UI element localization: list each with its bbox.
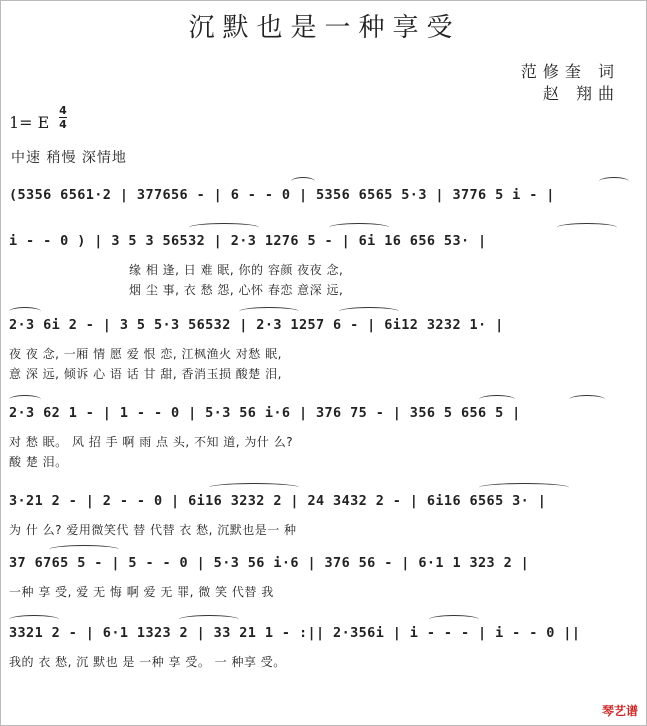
composer-credit: 赵 翔曲: [542, 84, 620, 103]
slur-mark: [479, 395, 515, 404]
slur-mark: [429, 615, 479, 624]
score-row-7: [9, 625, 633, 721]
lyric-line-1: 缘 相 逢, 日 难 眠, 你的 容颜 夜夜 念,: [129, 263, 344, 277]
key-signature: 1= E: [9, 113, 50, 132]
tie-mark: [291, 177, 315, 186]
score-row-2: [9, 233, 633, 329]
song-title: 沉默也是一种享受: [188, 13, 461, 43]
tempo-marking: 中速 稍慢 深情地: [11, 150, 127, 166]
slur-mark: [557, 223, 617, 232]
tie-mark: [599, 177, 629, 186]
slur-mark: [239, 307, 299, 316]
slur-mark: [569, 395, 605, 404]
slur-mark: [189, 223, 259, 232]
score-row-3: [9, 317, 633, 413]
slur-mark: [9, 615, 59, 624]
slur-mark: [9, 395, 41, 404]
time-signature-bottom: 4: [59, 118, 67, 131]
lyric-line-2: 烟 尘 事, 衣 愁 怨, 心怀 春恋 意深 远,: [129, 283, 344, 297]
brand-logo: 琴艺谱: [601, 704, 638, 718]
lyric-line-2: 意 深 远, 倾诉 心 语 话 甘 甜, 香消玉损 酸楚 泪,: [9, 367, 282, 381]
lyric-line-1: 我的 衣 愁, 沉 默也 是 一种 享 受。 一 种享 受。: [9, 655, 286, 669]
time-signature: [59, 105, 67, 130]
notation-line: 3321 2 - | 6·1 1323 2 | 33 21 1 - :|| 2·356i | i - - - | i - - 0 ||: [9, 625, 581, 641]
notation-line: 2·3 62 1 - | 1 - - 0 | 5·3 56 i·6 | 376 75 - | 356 5 656 5 |: [9, 405, 521, 421]
slur-mark: [49, 545, 119, 554]
slur-mark: [479, 483, 569, 492]
notation-line: 3·21 2 - | 2 - - 0 | 6i16 3232 2 | 24 3432 2 - | 6i16 6565 3· |: [9, 493, 547, 509]
slur-mark: [339, 307, 399, 316]
slur-mark: [329, 223, 389, 232]
notation-line: 37 6765 5 - | 5 - - 0 | 5·3 56 i·6 | 376 56 - | 6·1 1 323 2 |: [9, 555, 530, 571]
notation-line: i - - 0 ) | 3 5 3 56532 | 2·3 1276 5 - | 6i 16 656 53· |: [9, 233, 487, 249]
lyric-line-1: 为 什 么? 爱用微笑代 替 代替 衣 愁, 沉默也是一 种: [9, 523, 297, 537]
lyricist-credit: 范修奎 词: [520, 62, 620, 81]
slur-mark: [179, 615, 239, 624]
lyric-line-1: 一种 享 受, 爱 无 悔 啊 爱 无 罪, 微 笑 代替 我: [9, 585, 274, 599]
slur-mark: [209, 483, 299, 492]
lyric-line-1: 对 愁 眠。 风 招 手 啊 雨 点 头, 不知 道, 为什 么?: [9, 435, 294, 449]
notation-line: (5356 6561·2 | 377656 - | 6 - - 0 | 5356 6565 5·3 | 3776 5 i - |: [9, 187, 555, 203]
lyric-line-2: 酸 楚 泪。: [9, 455, 68, 469]
notation-line: 2·3 6i 2 - | 3 5 5·3 56532 | 2·3 1257 6 - | 6i12 3232 1· |: [9, 317, 504, 333]
time-signature-top: 4: [59, 104, 67, 117]
lyric-line-1: 夜 夜 念, 一厢 情 愿 爱 恨 恋, 江枫渔火 对愁 眠,: [9, 347, 282, 361]
slur-mark: [9, 307, 41, 316]
